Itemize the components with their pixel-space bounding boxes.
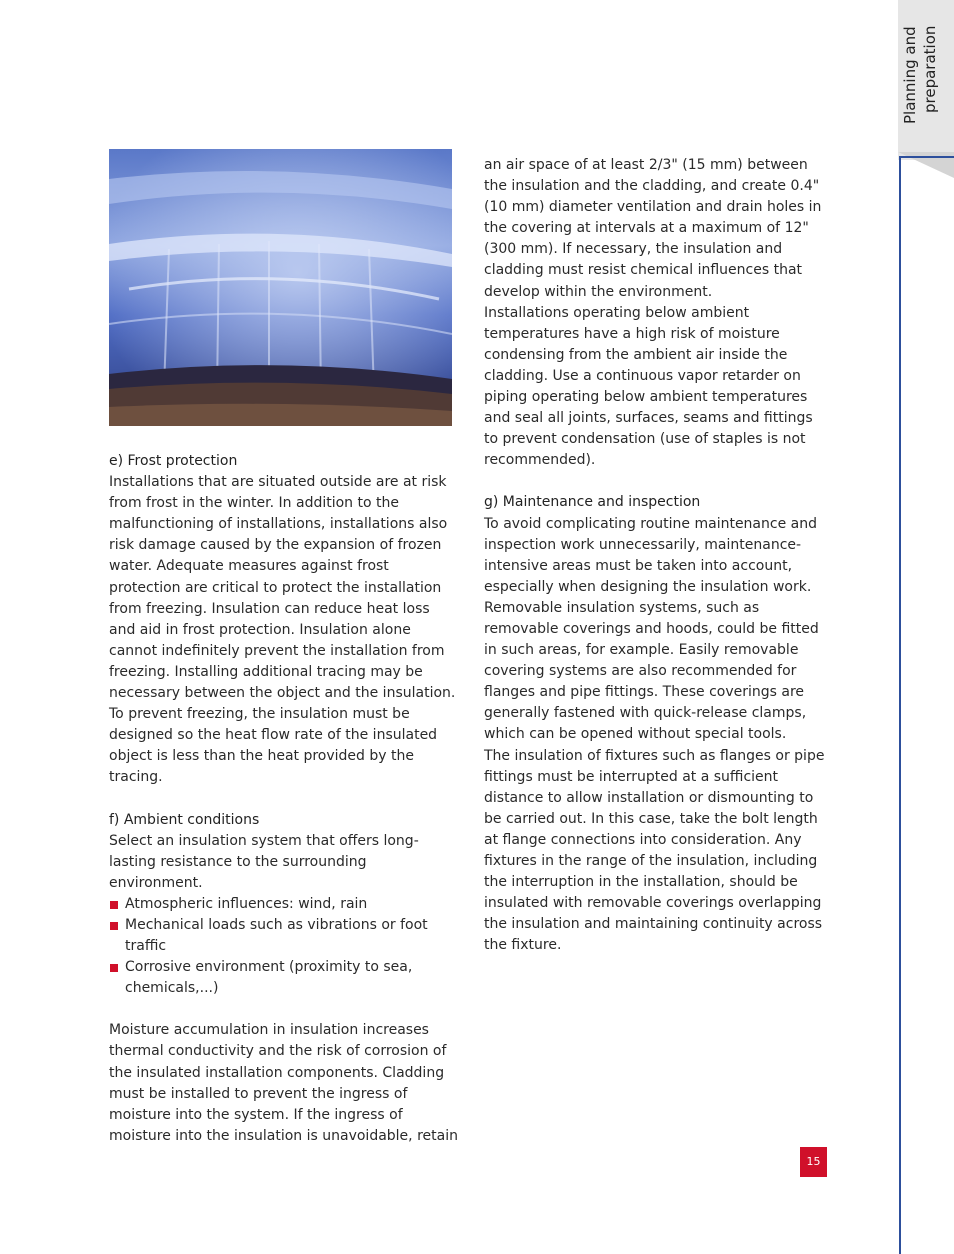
ambient-conditions-heading: f) Ambient conditions <box>109 811 260 828</box>
bullet-square-icon <box>110 922 118 930</box>
maintenance-body: To avoid complicating routine maintenance and inspection work unnecessarily, maintenance-intensive areas must be taken into account, especially when designing the insulation work. Removable insulation systems, such as removable coverings and hoods, could be fitted in such areas, for example. Easily removable covering systems are also recommended for flanges and pipe fittings. These coverings are generally fastened with quick-release clamps, which can be opened without special tools. <box>484 515 819 743</box>
insulated-pipe-photo <box>109 149 452 426</box>
bullet-square-icon <box>110 901 118 909</box>
list-item: Mechanical loads such as vibrations or foot traffic <box>109 915 459 957</box>
fixtures-body: The insulation of fixtures such as flanges or pipe fittings must be interrupted at a sufficient distance to allow installation or dismounting to be carried out. In this case, take the bolt length at flange connections into consideration. Any fixtures in the range of the insulation, including the interruption in the installation, should be insulated with removable coverings overlapping the insulation and maintaining continuity across the fixture. <box>484 747 825 954</box>
sidebar-rule-vertical <box>899 156 901 1254</box>
ambient-conditions-body: Select an insulation system that offers long-lasting resistance to the surrounding environment. <box>109 832 419 891</box>
ambient-conditions-list <box>109 894 459 999</box>
bullet-square-icon <box>110 964 118 972</box>
frost-protection-body: Installations that are situated outside are at risk from frost in the winter. In addition to the malfunctioning of installations, installations also risk damage caused by the expansion of frozen water. Adequate measures against frost protection are critical to protect the installation from freezing. Insulation can reduce heat loss and aid in frost protection. Insulation alone cannot indefinitely prevent the installation from freezing. Installing additional tracing may be necessary between the object and the insulation. To prevent freezing, the insulation must be designed so the heat flow rate of the insulated object is less than the heat provided by the tracing. <box>109 474 456 786</box>
moisture-continued-body: an air space of at least 2/3" (15 mm) between the insulation and the cladding, and create 0.4" (10 mm) diameter ventilation and drain holes in the covering at intervals at a maximum of 12" (300 mm). If necessary, the insulation and cladding must resist chemical influences that develop within the environment. <box>484 157 822 300</box>
frost-protection-heading: e) Frost protection <box>109 453 238 469</box>
moisture-body: Moisture accumulation in insulation increases thermal conductivity and the risk of corrosion of the insulated installation components. Cladding must be installed to prevent the ingress of moisture into the system. If the ingress of moisture into the insulation is unavoidable, retain <box>109 1022 458 1144</box>
maintenance-heading: g) Maintenance and inspection <box>484 494 701 511</box>
below-ambient-body: Installations operating below ambient temperatures have a high risk of moisture condensing from the ambient air inside the cladding. Use a continuous vapor retarder on piping operating below ambient temperatures and seal all joints, surfaces, seams and fittings to prevent condensation (use of staples is not recommended). <box>484 304 813 469</box>
sidebar-rule-horizontal <box>899 156 954 158</box>
list-item: Atmospheric influences: wind, rain <box>109 894 459 915</box>
section-label <box>900 26 952 152</box>
section-label-line1: Planning and <box>901 26 919 124</box>
page-number: 15 <box>800 1147 827 1177</box>
section-label-line2: preparation <box>921 26 939 114</box>
list-item: Corrosive environment (proximity to sea, chemicals,...) <box>109 957 459 999</box>
left-column <box>109 451 459 1147</box>
right-column <box>484 155 830 956</box>
